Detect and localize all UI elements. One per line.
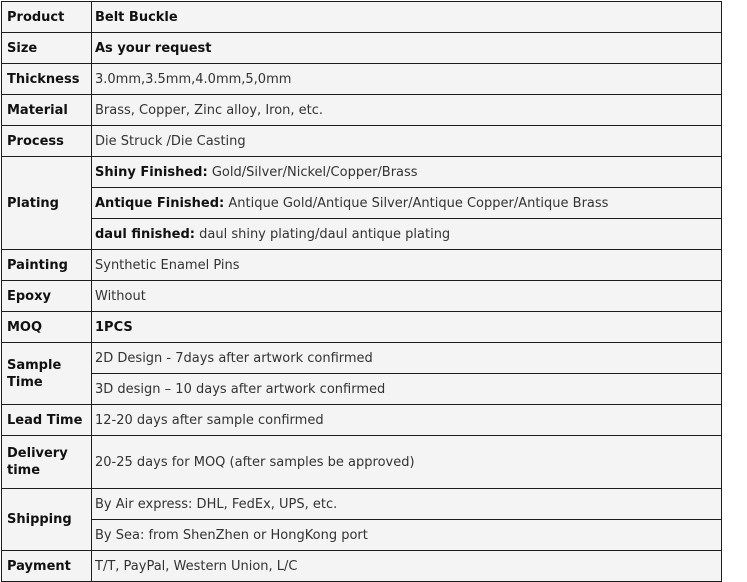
table-row [2,2,722,33]
row-value-shipping-sea: By Sea: from ShenZhen or HongKong port [92,520,722,551]
plating-daul-text: daul shiny plating/daul antique plating [194,226,451,242]
row-value-plating-daul [92,219,722,250]
table-row [2,219,722,250]
row-value-painting: Synthetic Enamel Pins [92,250,722,281]
table-row [2,281,722,312]
row-value-sample-3d: 3D design – 10 days after artwork confirmed [92,374,722,405]
table-row [2,157,722,188]
plating-daul-prefix: daul finished: [95,226,195,242]
row-label-epoxy: Epoxy [2,281,92,312]
row-label-lead-time: Lead Time [2,405,92,436]
row-value-shipping-air: By Air express: DHL, FedEx, UPS, etc. [92,489,722,520]
row-value-payment: T/T, PayPal, Western Union, L/C [92,551,722,582]
table-row [2,126,722,157]
plating-shiny-text: Gold/Silver/Nickel/Copper/Brass [207,164,418,180]
row-label-shipping: Shipping [2,489,92,551]
row-value-process: Die Struck /Die Casting [92,126,722,157]
table-row [2,95,722,126]
row-value-lead-time: 12-20 days after sample confirmed [92,405,722,436]
row-value-thickness: 3.0mm,3.5mm,4.0mm,5,0mm [92,64,722,95]
table-row [2,405,722,436]
row-value-plating-antique [92,188,722,219]
row-label-size: Size [2,33,92,64]
plating-antique-prefix: Antique Finished: [95,195,225,211]
table-row [2,188,722,219]
table-row [2,33,722,64]
row-value-plating-shiny [92,157,722,188]
plating-antique-text: Antique Gold/Antique Silver/Antique Copper/Antique Brass [224,195,609,211]
row-label-moq: MOQ [2,312,92,343]
row-value-epoxy: Without [92,281,722,312]
plating-shiny-prefix: Shiny Finished: [95,164,208,180]
row-value-material: Brass, Copper, Zinc alloy, Iron, etc. [92,95,722,126]
product-spec-table [1,1,722,582]
table-row [2,489,722,520]
row-label-material: Material [2,95,92,126]
row-label-payment: Payment [2,551,92,582]
row-label-delivery-time: Delivery time [2,436,92,489]
row-label-painting: Painting [2,250,92,281]
row-label-process: Process [2,126,92,157]
row-value-delivery-time: 20-25 days for MOQ (after samples be approved) [92,436,722,489]
row-value-size: As your request [92,33,722,64]
table-row [2,64,722,95]
row-label-thickness: Thickness [2,64,92,95]
table-row [2,250,722,281]
row-value-product: Belt Buckle [92,2,722,33]
table-row [2,551,722,582]
table-row [2,374,722,405]
row-label-sample-time: Sample Time [2,343,92,405]
row-label-product: Product [2,2,92,33]
row-value-sample-2d: 2D Design - 7days after artwork confirmed [92,343,722,374]
row-value-moq: 1PCS [92,312,722,343]
table-row [2,343,722,374]
table-row [2,436,722,489]
table-row [2,520,722,551]
row-label-plating: Plating [2,157,92,250]
table-row [2,312,722,343]
